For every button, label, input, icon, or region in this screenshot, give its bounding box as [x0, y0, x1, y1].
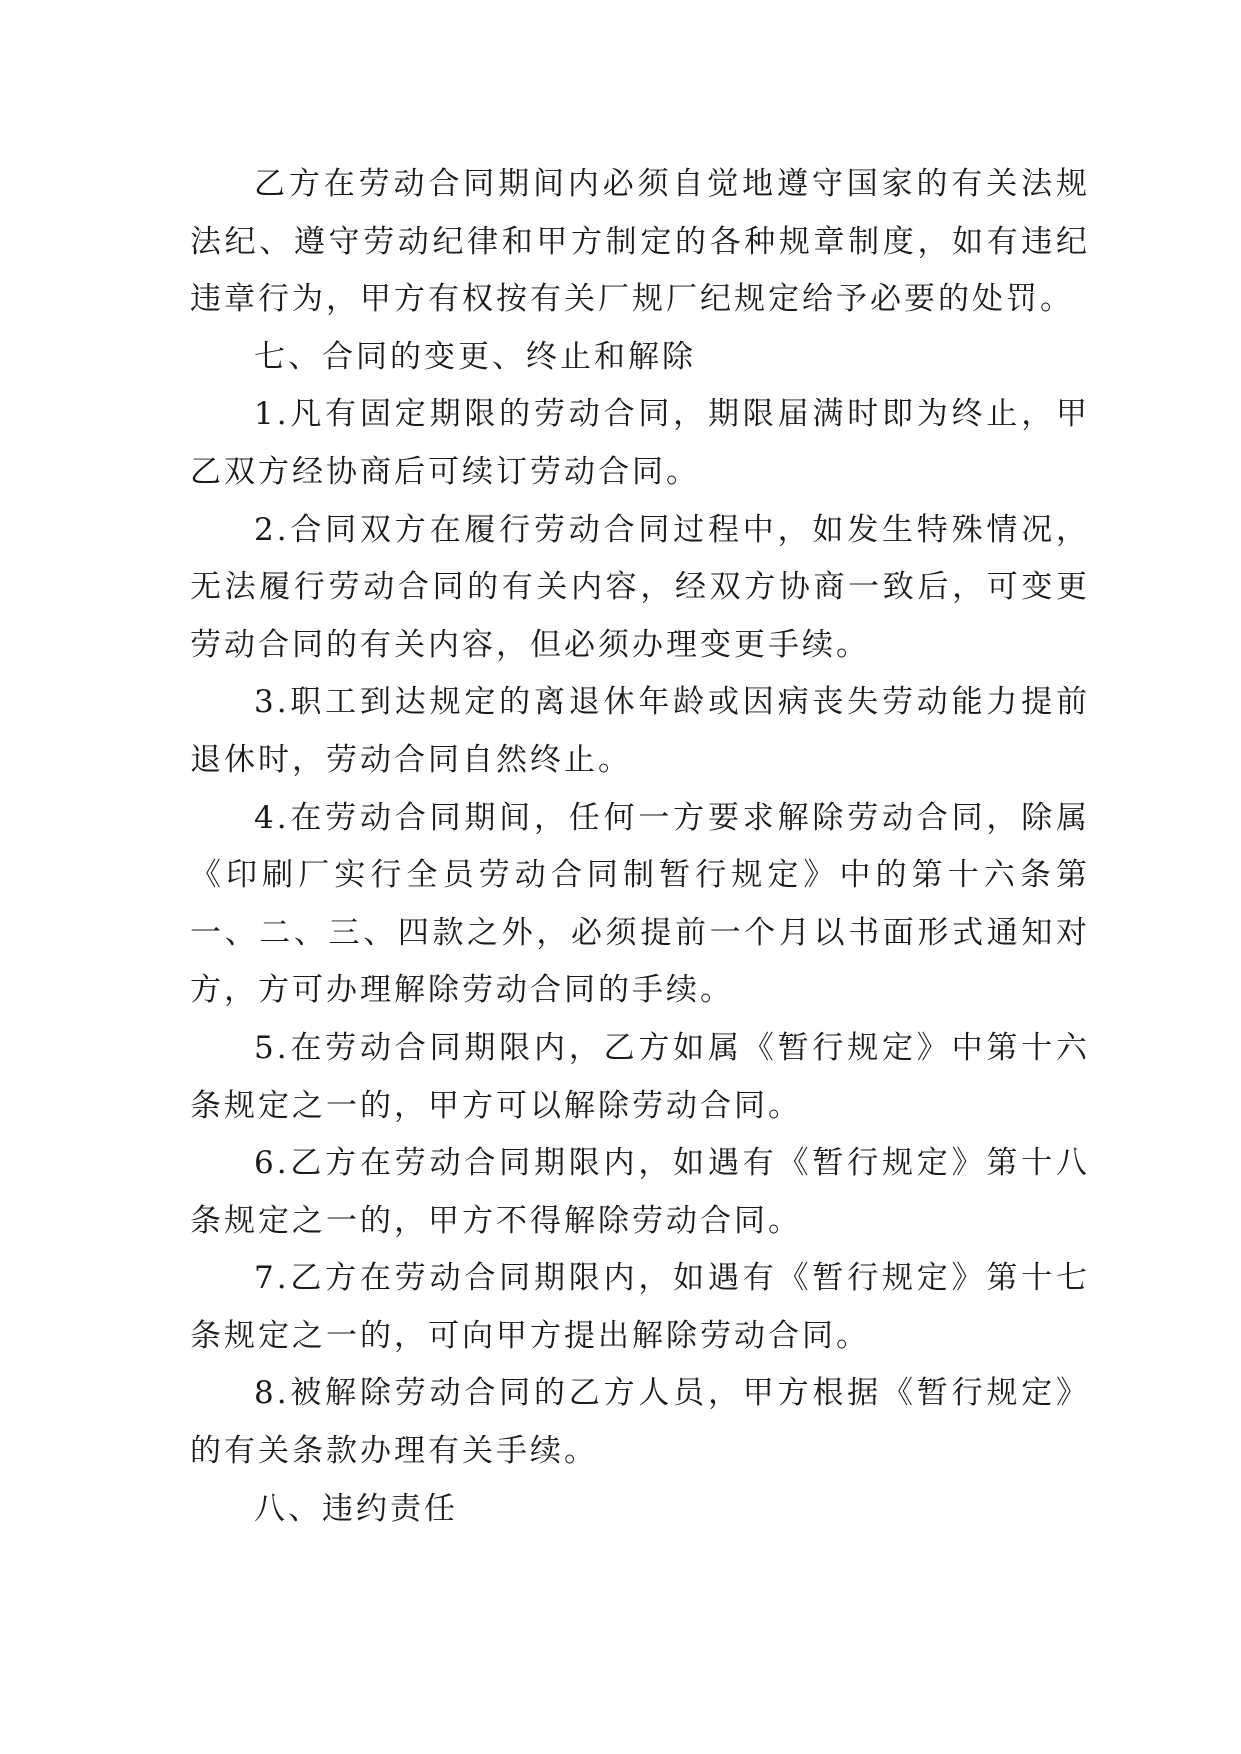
paragraph-discipline: 乙方在劳动合同期间内必须自觉地遵守国家的有关法规法纪、遵守劳动纪律和甲方制定的各种规章制度，如有违纪违章行为，甲方有权按有关厂规厂纪规定给予必要的处罚。	[190, 166, 1090, 318]
clause-5: 5.在劳动合同期限内，乙方如属《暂行规定》中第十六条规定之一的，甲方可以解除劳动合同。	[190, 1029, 1090, 1124]
clause-4: 4.在劳动合同期间，任何一方要求解除劳动合同，除属《印刷厂实行全员劳动合同制暂行规定》中的第十六条第一、二、三、四款之外，必须提前一个月以书面形式通知对方，方可办理解除劳动合同的手续。	[190, 799, 1090, 1009]
clause-1: 1.凡有固定期限的劳动合同，期限届满时即为终止，甲乙双方经协商后可续订劳动合同。	[190, 396, 1090, 490]
clause-3: 3.职工到达规定的离退休年龄或因病丧失劳动能力提前退休时，劳动合同自然终止。	[190, 684, 1090, 778]
document-body	[190, 156, 1090, 1538]
section-heading-liability: 八、违约责任	[254, 1490, 458, 1527]
clause-7: 7.乙方在劳动合同期限内，如遇有《暂行规定》第十七条规定之一的，可向甲方提出解除劳动合同。	[190, 1260, 1090, 1354]
clause-8: 8.被解除劳动合同的乙方人员，甲方根据《暂行规定》的有关条款办理有关手续。	[190, 1375, 1090, 1470]
section-heading-contract-change: 七、合同的变更、终止和解除	[254, 338, 696, 375]
clause-6: 6.乙方在劳动合同期限内，如遇有《暂行规定》第十八条规定之一的，甲方不得解除劳动合同。	[190, 1145, 1090, 1239]
clause-2: 2.合同双方在履行劳动合同过程中，如发生特殊情况，无法履行劳动合同的有关内容，经双方协商一致后，可变更劳动合同的有关内容，但必须办理变更手续。	[190, 511, 1090, 663]
